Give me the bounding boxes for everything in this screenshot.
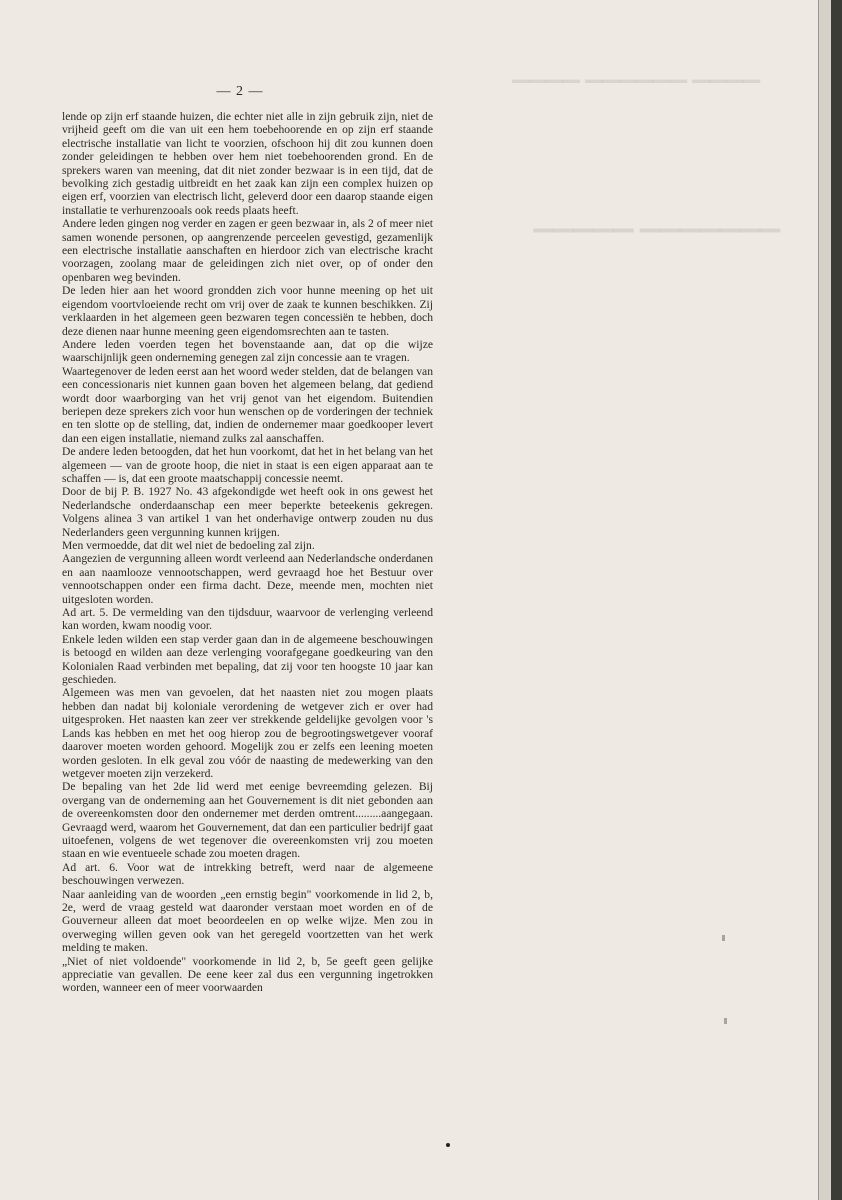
margin-mark — [724, 1018, 727, 1024]
paragraph: Door de bij P. B. 1927 No. 43 afgekondigde wet heeft ook in ons gewest het Nederlandsche onderdaanschap een meer beperkte beteekenis gekregen. Volgens alinea 3 van artikel 1 van het onderhavige ontwerp zouden nu dus Nederlanders geen vergunning kunnen krijgen. — [62, 485, 433, 539]
paragraph: De leden hier aan het woord grondden zich voor hunne meening op het uit eigendom voortvloeiende recht om vrij over de zaak te kunnen beschikken. Zij verklaarden in het algemeen geen bezwaren tegen concessiën te hebben, doch deze dienen naar hunne meening geen eigendomsrechten aan te tasten. — [62, 284, 433, 338]
margin-mark — [722, 935, 725, 941]
paragraph: Andere leden voerden tegen het bovenstaande aan, dat op die wijze waarschijnlijk geen onderneming genegen zal zijn concessie aan te vragen. — [62, 337, 433, 365]
page-edge — [818, 0, 831, 1200]
body-text — [62, 110, 433, 995]
paragraph: De andere leden betoogden, dat het hun voorkomt, dat het in het belang van het algemeen — van de groote hoop, die niet in staat is een eigen apparaat aan te schaffen — is, dat een groote maatschappij concessie neemt. — [62, 445, 433, 485]
paragraph: Andere leden gingen nog verder en zagen er geen bezwaar in, als 2 of meer niet samen wonende personen, op aangrenzende perceelen gevestigd, gezamenlijk een electrische installatie aanschaften en hierdoor zich van electrische kracht voorzagen, zoolang maar de geleidingen zich niet over, op of onder den openbaren weg bevinden. — [62, 217, 433, 284]
paragraph: Enkele leden wilden een stap verder gaan dan in de algemeene beschouwingen is betoogd en wilden aan deze verlenging voorafgegane goedkeuring van den Kolonialen Raad verbinden met bepaling, dat zij voor ten hoogste 10 jaar kan geschieden. — [62, 632, 433, 687]
paragraph: Waartegenover de leden eerst aan het woord weder stelden, dat de belangen van een concessionaris niet kunnen gaan boven het algemeen belang, dat gediend wordt door waarborging van het vrij genot van het eigendom. Buitendien beriepen deze sprekers zich voor hun wenschen op de vorderingen der techniek en ten slotte op de stelling, dat, indien de ondernemer maar goedkooper levert dan een eigen installatie, niemand zulks zal aanschaffen. — [62, 364, 433, 445]
ink-dot — [446, 1143, 450, 1147]
paragraph: lende op zijn erf staande huizen, die echter niet alle in zijn gebruik zijn, niet de vrijheid geeft om die van uit een hem toebehoorende en op zijn erf staande electrische installatie van licht te voorzien, ofschoon hij dit zou kunnen doen zonder geleidingen te hebben over hem niet toebehoorenden grond. En de sprekers waren van meening, dat dit niet zonder bezwaar is in een tijd, dat de bevolking zich gestadig uitbreidt en het zaak kan zijn een complex huizen op eigen erf, voorzien van electrisch licht, geleverd door een daarop staande eigen installatie te verhurenzooals ook reeds plaats heeft. — [62, 110, 433, 217]
bleed-through-text: ▔▔▔▔ ▔▔▔▔▔▔ ▔▔▔▔ ▔▔▔▔▔▔▔ ▔▔▔▔▔ — [512, 80, 780, 259]
paragraph: Men vermoedde, dat dit wel niet de bedoeling zal zijn. — [62, 539, 315, 552]
paragraph: Naar aanleiding van de woorden „een ernstig begin" voorkomende in lid 2, b, 2e, werd de vraag gesteld wat daaronder verstaan moet worden en of de Gouverneur alleen dat moet beoordeelen en op welke wijze. Men zou in overweging willen geven ook van het geregeld voortzetten van het werk melding te maken. — [62, 887, 433, 955]
paragraph: Ad art. 5. De vermelding van den tijdsduur, waarvoor de verlenging verleend kan worden, kwam noodig voor. — [62, 606, 433, 633]
paragraph: „Niet of niet voldoende" voorkomende in lid 2, b, 5e geeft geen gelijke appreciatie van gevallen. De eene keer zal dus een vergunning ingetrokken worden, wanneer een of meer voorwaarden — [62, 954, 433, 995]
paragraph: Algemeen was men van gevoelen, dat het naasten niet zou mogen plaats hebben dan nadat bij koloniale verordening de wetgever zich er over had uitgesproken. Het naasten kan zeer ver strekkende geldelijke gevolgen voor 's Lands kas hebben en met het oog hierop zou de begrootingswetgever vooraf daarover moeten worden gehoord. Mogelijk zou er zelfs een leening moeten worden gesloten. In elk geval zou vóór de naasting de medewerking van den wetgever moeten zijn verzekerd. — [62, 686, 433, 780]
paragraph: De bepaling van het 2de lid werd met eenige bevreemding gelezen. Bij overgang van de onderneming aan het Gouvernement is dit niet gebonden aan de overeenkomsten door den ondernemer met derden omtrent.........aangegaan. Gevraagd werd, waarom het Gouvernement, dat dan een particulier bedrijf gaat uitoefenen, volgens de wet tegenover die overeenkomsten vrij zou moeten staan en wie eventueele schade zou moeten dragen. — [62, 780, 433, 861]
paragraph: Ad art. 6. Voor wat de intrekking betreft, werd naar de algemeene beschouwingen verwezen. — [62, 860, 433, 888]
page-number: — 2 — — [216, 84, 264, 99]
paragraph: Aangezien de vergunning alleen wordt verleend aan Nederlandsche onderdanen en aan naamlooze vennootschappen, werd gevraagd hoe het Bestuur over vennootschappen onder een firma dacht. Deze, meende men, mochten niet uitgesloten worden. — [62, 552, 433, 606]
